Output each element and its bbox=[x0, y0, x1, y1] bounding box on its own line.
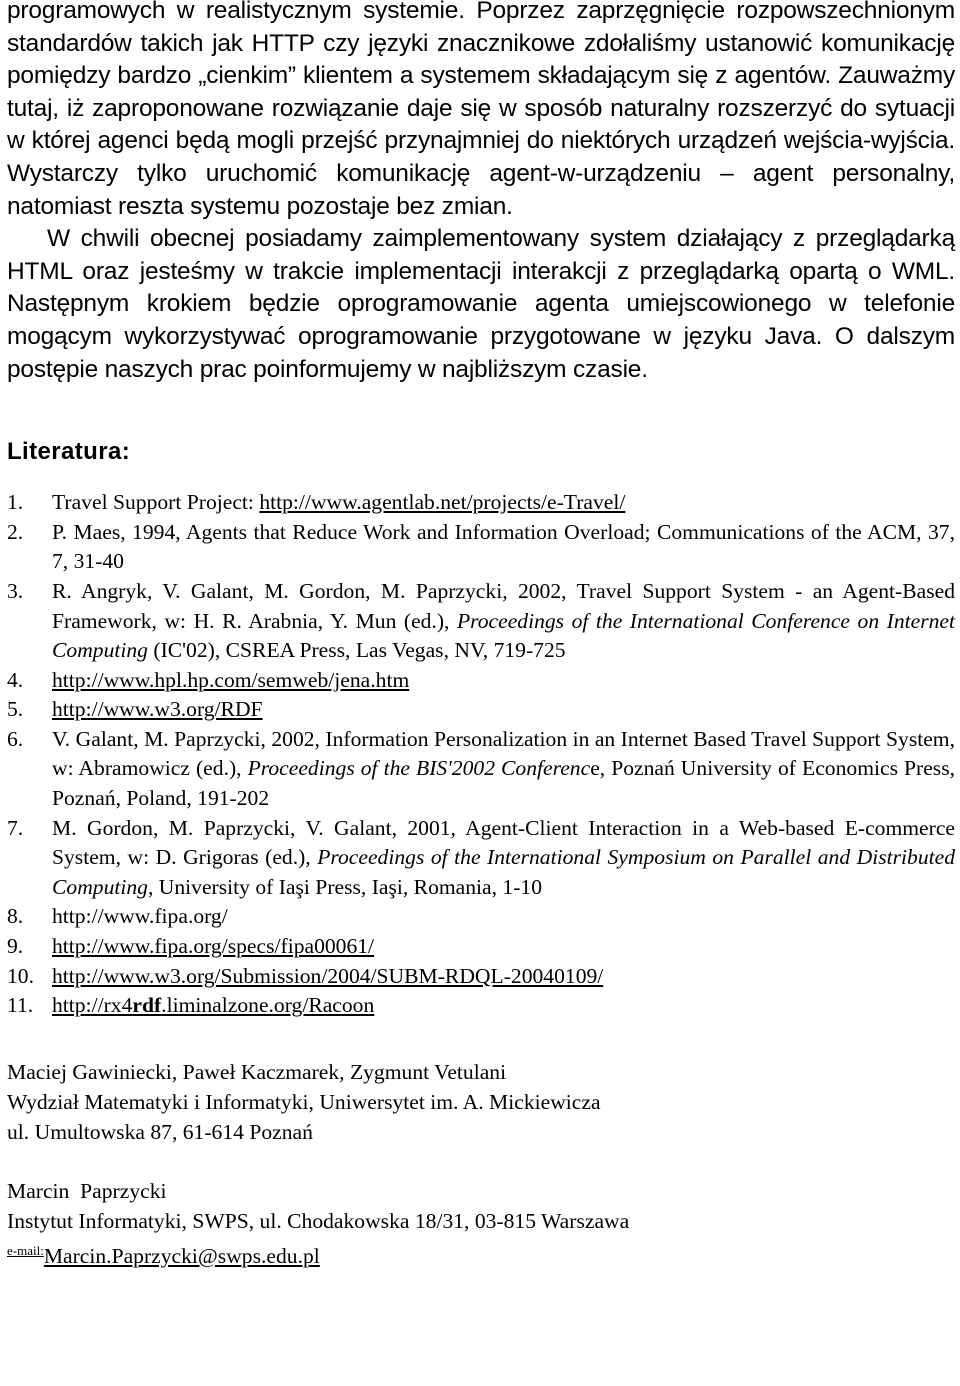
reference-item bbox=[7, 518, 955, 577]
reference-number: 4. bbox=[7, 667, 24, 692]
reference-number: 1. bbox=[7, 490, 24, 515]
reference-item bbox=[7, 488, 955, 518]
paragraph-status bbox=[7, 223, 955, 386]
reference-number: 10. bbox=[7, 963, 34, 988]
reference-title-italic: Proceedings of the International Symposium on Parallel and Distributed Computing bbox=[52, 845, 956, 899]
author-email-line bbox=[7, 1236, 955, 1271]
author-name: Marcin Paprzycki bbox=[7, 1178, 167, 1203]
reference-item bbox=[7, 666, 955, 696]
paragraph-text-end: agent personalny, natomiast reszta systemu pozostaje bez zmian. bbox=[7, 159, 955, 220]
link-part: .liminalzone.org/Racoon bbox=[161, 993, 375, 1018]
reference-item bbox=[7, 962, 955, 992]
link-part-bold: rdf bbox=[132, 993, 162, 1018]
reference-number: 2. bbox=[7, 519, 24, 544]
author-block-warsaw bbox=[7, 1176, 955, 1271]
reference-link[interactable]: http://www.w3.org/RDF bbox=[52, 697, 263, 722]
paragraph-text: W chwili obecnej posiadamy zaimplementowany system działający z przeglądarką HTML oraz jesteśmy w trakcie implementacji interakcji z przeglądarką opartą o WML. Następnym krokiem będzie oprogramowanie agenta umiejscowionego w telefonie mogącym wykorzystywać oprogramowanie przygotowane w języku Java. O dalszym postępie naszych prac poinformujemy w najbliższym czasie. bbox=[7, 225, 955, 383]
literature-heading: Literatura: bbox=[7, 438, 131, 466]
reference-number: 6. bbox=[7, 726, 24, 751]
reference-link[interactable]: http://www.hpl.hp.com/semweb/jena.htm bbox=[52, 667, 410, 692]
reference-text: M. Gordon, M. Paprzycki, V. Galant, 2001, Agent-Client Interaction in a Web-based E-commerce System, w: D. Grigoras (ed.), bbox=[52, 815, 955, 870]
reference-item bbox=[7, 695, 955, 725]
reference-link[interactable]: http://www.w3.org/Submission/2004/SUBM-RDQL-20040109/ bbox=[52, 963, 604, 988]
reference-text: http://www.fipa.org/ bbox=[52, 904, 228, 929]
reference-text: P. Maes, 1994, Agents that Reduce Work and Information Overload; Communications of the ACM, 37, 7, 31-40 bbox=[52, 519, 955, 574]
reference-item bbox=[7, 814, 955, 903]
reference-item bbox=[7, 577, 955, 666]
reference-number: 11. bbox=[7, 993, 34, 1018]
email-label: e-mail: bbox=[7, 1242, 44, 1258]
paragraph-text: programowych w realistycznym systemie. Poprzez zaprzęgnięcie rozpowszechnionym standardów takich jak HTTP czy języki znacznikowe zdołaliśmy ustanowić komunikację pomiędzy bardzo „cienkim” klientem a systemem składającym się z agentów. Zauważmy tutaj, iż zaproponowane rozwiązanie daje się w sposób naturalny rozszerzyć do sytuacji w której agenci będą mogli przejść przynajmniej do niektórych urządzeń wejścia-wyjścia. Wystarczy tylko uruchomić komunikację agent-w-urządzeniu bbox=[7, 0, 955, 187]
author-block-poznan bbox=[7, 1057, 955, 1147]
link-part: http://rx4 bbox=[52, 993, 133, 1018]
reference-number: 9. bbox=[7, 934, 24, 959]
reference-text-end: (IC'02), CSREA Press, Las Vegas, NV, 719-725 bbox=[147, 638, 566, 663]
reference-number: 7. bbox=[7, 815, 24, 840]
reference-item bbox=[7, 725, 955, 814]
reference-title-italic: Proceedings of the BIS'2002 Conferenc bbox=[247, 756, 591, 781]
reference-title-italic: Proceedings of the International Conference on Internet Computing bbox=[52, 608, 955, 663]
reference-link[interactable] bbox=[52, 993, 374, 1017]
reference-text-end: , University of Iaşi Press, Iaşi, Romania, 1-10 bbox=[147, 874, 543, 899]
author-affiliation: Wydział Matematyki i Informatyki, Uniwersytet im. A. Mickiewicza bbox=[7, 1089, 601, 1114]
document-page bbox=[7, 0, 955, 1271]
paragraph-conclusions bbox=[7, 0, 955, 223]
reference-item bbox=[7, 932, 955, 962]
reference-number: 5. bbox=[7, 697, 24, 722]
reference-text: Travel Support Project: bbox=[52, 490, 260, 515]
reference-link[interactable]: http://www.agentlab.net/projects/e-Travel/ bbox=[259, 490, 626, 515]
reference-list bbox=[7, 488, 955, 1021]
reference-text: R. Angryk, V. Galant, M. Gordon, M. Paprzycki, 2002, Travel Support System - an Agent-Based Framework, w: H. R. Arabnia, Y. Mun (ed.), bbox=[52, 578, 955, 633]
reference-item bbox=[7, 902, 955, 932]
reference-number: 8. bbox=[7, 904, 24, 929]
author-names: Maciej Gawiniecki, Paweł Kaczmarek, Zygmunt Vetulani bbox=[7, 1059, 507, 1084]
author-affiliation: Instytut Informatyki, SWPS, ul. Chodakowska 18/31, 03-815 Warszawa bbox=[7, 1208, 630, 1233]
email-link[interactable]: Marcin.Paprzycki@swps.edu.pl bbox=[43, 1243, 320, 1268]
reference-text-end: e, Poznań University of Economics Press, Poznań, Poland, 191-202 bbox=[52, 756, 955, 811]
reference-number: 3. bbox=[7, 578, 24, 603]
reference-item bbox=[7, 991, 955, 1021]
dash: – bbox=[720, 159, 734, 187]
reference-link[interactable]: http://www.fipa.org/specs/fipa00061/ bbox=[52, 934, 375, 959]
author-address: ul. Umultowska 87, 61-614 Poznań bbox=[7, 1119, 313, 1144]
reference-text: V. Galant, M. Paprzycki, 2002, Information Personalization in an Internet Based Travel Support System, w: Abramowicz (ed.), bbox=[52, 726, 955, 781]
author-info bbox=[7, 1057, 955, 1271]
